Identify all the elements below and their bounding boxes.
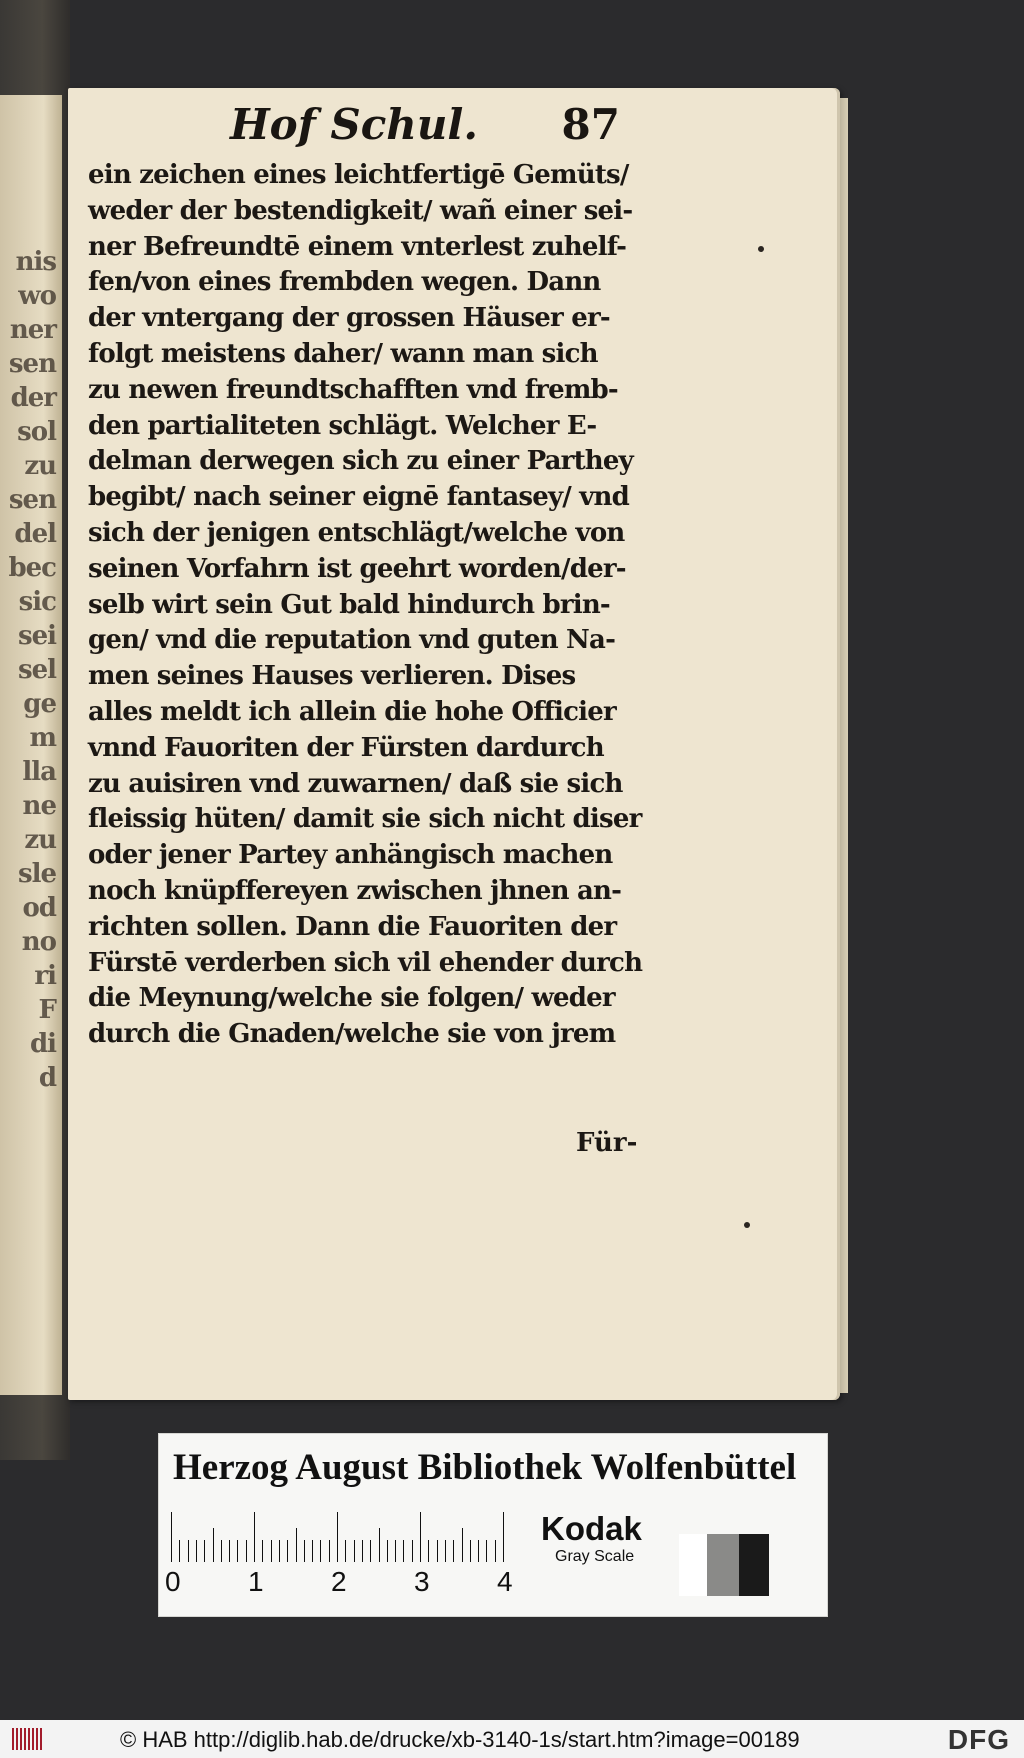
ruler-tick	[296, 1528, 297, 1562]
previous-page-fragment: sen	[8, 485, 56, 515]
ruler-tick	[437, 1540, 438, 1562]
text-line: ner Befreundtē einem vnterlest zuhelf-	[88, 231, 627, 262]
text-line: gen/ vnd die reputation vnd guten Na-	[88, 625, 616, 656]
ruler-tick	[379, 1528, 380, 1562]
ruler-tick	[246, 1540, 247, 1562]
ruler-tick	[287, 1540, 288, 1562]
ruler-tick	[329, 1540, 330, 1562]
ruler-label: 3	[414, 1566, 430, 1597]
white-swatch	[679, 1534, 707, 1596]
ruler-tick	[237, 1540, 238, 1562]
ruler-tick	[312, 1540, 313, 1562]
text-line: vnnd Fauoriten der Fürsten dardurch	[88, 732, 604, 763]
text-line: begibt/ nach seiner eignē fantasey/ vnd	[88, 482, 630, 513]
ruler-tick	[403, 1540, 404, 1562]
kodak-logo: Kodak	[541, 1510, 642, 1547]
ruler-tick	[503, 1512, 504, 1562]
ruler-tick	[420, 1512, 421, 1562]
ruler-tick	[179, 1540, 180, 1562]
ruler-tick	[354, 1540, 355, 1562]
ruler-tick	[453, 1540, 454, 1562]
previous-page-fragment: F	[38, 995, 56, 1025]
text-line: ein zeichen eines leichtfertigē Gemüts/	[88, 160, 629, 190]
dfg-logo: DFG	[947, 1724, 1010, 1755]
ruler-tick	[229, 1540, 230, 1562]
ruler-tick	[478, 1540, 479, 1562]
library-name: Herzog August Bibliothek Wolfenbüttel	[173, 1447, 797, 1488]
ruler-tick	[171, 1512, 172, 1562]
previous-page-fragment: no	[21, 927, 56, 957]
text-line: der vntergang der grossen Häuser er-	[88, 303, 610, 334]
body-text	[88, 158, 678, 1053]
ruler-tick	[412, 1540, 413, 1562]
text-line: men seines Hauses verlieren. Dises	[88, 661, 576, 692]
text-line: den partialiteten schlägt. Welcher E-	[88, 410, 597, 441]
ruler-label: 4	[497, 1566, 513, 1597]
previous-page-fragment: sei	[17, 621, 56, 651]
previous-page-fragment: di	[29, 1029, 56, 1059]
ruler-tick	[271, 1540, 272, 1562]
previous-page-fragment: ne	[22, 791, 56, 821]
ruler-tick	[462, 1528, 463, 1562]
text-line: Fürstē verderben sich vil ehender durch	[88, 947, 643, 978]
gray-swatch	[707, 1534, 739, 1596]
footer-bar	[0, 1720, 1024, 1758]
ruler-tick	[337, 1512, 338, 1562]
previous-page-fragment: der	[10, 383, 56, 413]
text-line: durch die Gnaden/welche sie von jrem	[88, 1019, 616, 1050]
ruler-tick	[262, 1540, 263, 1562]
previous-page-fragment: ri	[34, 961, 56, 991]
ruler-tick	[345, 1540, 346, 1562]
ruler-tick	[370, 1540, 371, 1562]
page-header	[160, 100, 620, 160]
text-line: zu auisiren vnd zuwarnen/ daß sie sich	[88, 768, 623, 799]
ruler-tick	[495, 1540, 496, 1562]
ruler-tick	[395, 1540, 396, 1562]
text-line: oder jener Partey anhängisch machen	[88, 840, 613, 871]
scale-ruler	[171, 1510, 511, 1562]
ruler-tick	[362, 1540, 363, 1562]
text-line: selb wirt sein Gut bald hindurch brin-	[88, 589, 610, 620]
previous-page-fragment: sen	[8, 349, 56, 379]
previous-page-fragment: sic	[18, 587, 56, 617]
previous-page-edge	[0, 95, 62, 1395]
previous-page-fragment: sol	[17, 417, 56, 447]
ruler-label: 0	[165, 1566, 181, 1597]
black-swatch	[739, 1534, 769, 1596]
previous-page-fragment: ner	[9, 315, 56, 345]
previous-page-fragment: d	[38, 1063, 56, 1093]
previous-page-fragment: lla	[22, 757, 56, 787]
text-line: sich der jenigen entschlägt/welche von	[88, 517, 625, 548]
previous-page-fragment: m	[29, 723, 56, 753]
text-line: weder der bestendigkeit/ wañ einer sei-	[88, 195, 633, 226]
copyright-link[interactable]: © HAB http://diglib.hab.de/drucke/xb-3140-1s/start.htm?image=00189	[120, 1727, 800, 1752]
text-line: fen/von eines frembden wegen. Dann	[88, 267, 601, 298]
text-line: die Meynung/welche sie folgen/ weder	[88, 983, 615, 1014]
catchword: Für-	[576, 1128, 638, 1158]
ruler-tick	[486, 1540, 487, 1562]
text-line: zu newen freundtschafften vnd fremb-	[88, 374, 618, 405]
text-line: alles meldt ich allein die hohe Officier	[88, 696, 616, 727]
previous-page-fragment: sel	[17, 655, 56, 685]
running-title: Hof Schul.	[230, 100, 478, 149]
gray-scale-label: Gray Scale	[555, 1548, 635, 1565]
color-calibration-card	[158, 1433, 828, 1617]
previous-page-fragment: zu	[24, 451, 56, 481]
ruler-tick	[188, 1540, 189, 1562]
text-line: seinen Vorfahrn ist geehrt worden/der-	[88, 553, 626, 584]
ruler-tick	[304, 1540, 305, 1562]
previous-page-fragment: nis	[15, 247, 56, 277]
ruler-tick	[320, 1540, 321, 1562]
text-line: folgt meistens daher/ wann man sich	[88, 338, 598, 369]
ruler-tick	[279, 1540, 280, 1562]
ruler-tick	[445, 1540, 446, 1562]
text-line: noch knüpffereyen zwischen jhnen an-	[88, 875, 622, 906]
ruler-tick	[213, 1528, 214, 1562]
ruler-tick	[470, 1540, 471, 1562]
previous-page-fragment: bec	[8, 553, 56, 583]
previous-page-fragment: zu	[24, 825, 56, 855]
previous-page-fragment: ge	[23, 689, 56, 719]
ruler-tick	[221, 1540, 222, 1562]
ruler-tick	[387, 1540, 388, 1562]
barcode-icon	[12, 1728, 44, 1750]
text-line: fleissig hüten/ damit sie sich nicht diser	[88, 804, 642, 835]
ink-spot	[744, 1222, 750, 1228]
text-line: richten sollen. Dann die Fauoriten der	[88, 911, 617, 942]
ruler-tick	[204, 1540, 205, 1562]
page-number: 87	[561, 100, 620, 149]
previous-page-fragment: sle	[17, 859, 56, 889]
text-line: delman derwegen sich zu einer Parthey	[88, 446, 633, 477]
previous-page-fragment: od	[22, 893, 56, 923]
ruler-label: 1	[248, 1566, 264, 1597]
ruler-tick	[254, 1512, 255, 1562]
previous-page-fragment: del	[14, 519, 56, 549]
ruler-tick	[196, 1540, 197, 1562]
previous-page-fragment: wo	[18, 281, 56, 311]
ruler-tick	[428, 1540, 429, 1562]
ruler-label: 2	[331, 1566, 347, 1597]
ink-spot	[758, 246, 764, 252]
